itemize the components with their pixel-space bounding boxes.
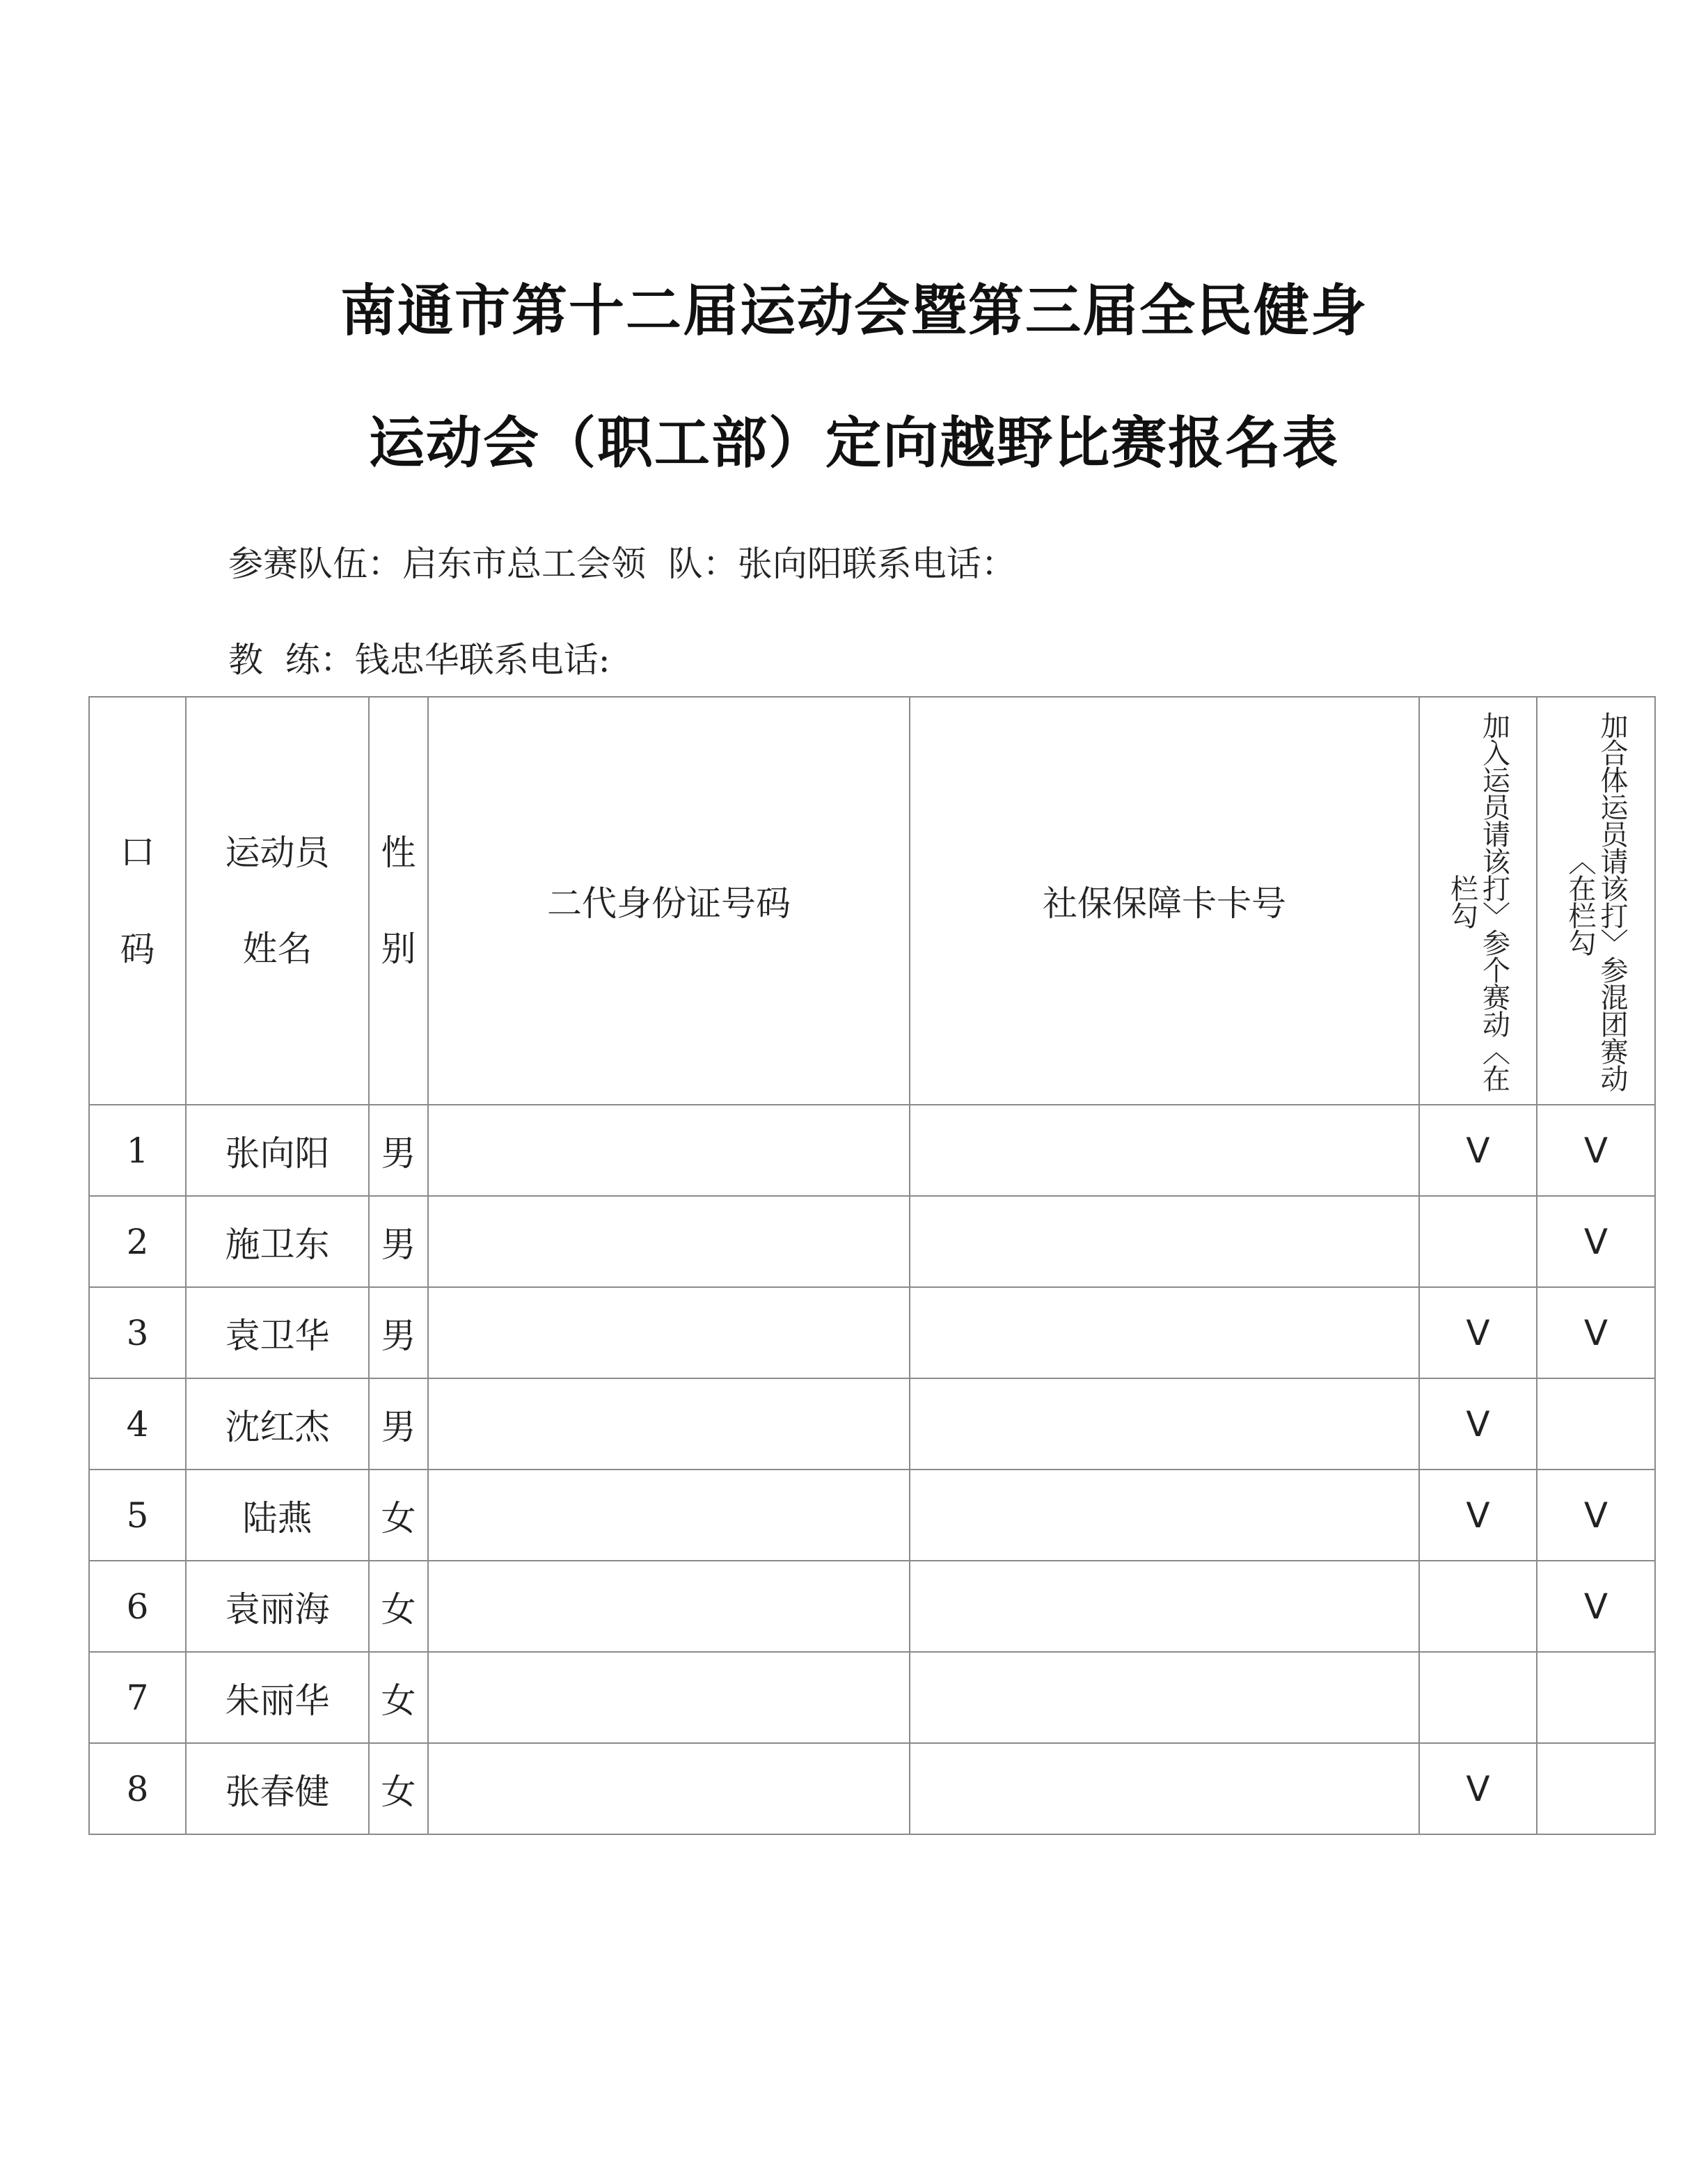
row-name: 朱丽华 — [186, 1652, 369, 1743]
row-social-card[interactable] — [910, 1378, 1419, 1470]
row-number: 1 — [89, 1105, 186, 1196]
table-row — [89, 1470, 1655, 1561]
row-number: 4 — [89, 1378, 186, 1470]
row-mixed-check[interactable] — [1537, 1652, 1655, 1743]
row-id-card[interactable] — [428, 1561, 910, 1652]
leader-phone-label: 联系电话： — [841, 544, 1016, 584]
row-mixed-check[interactable]: V — [1537, 1470, 1655, 1561]
row-number: 6 — [89, 1561, 186, 1652]
row-individual-check[interactable] — [1419, 1196, 1537, 1287]
header-name-line1: 运动员 — [225, 833, 330, 873]
team-label: 参赛队伍： — [228, 544, 402, 584]
row-number: 5 — [89, 1470, 186, 1561]
row-id-card[interactable] — [428, 1196, 910, 1287]
row-gender: 女 — [369, 1561, 428, 1652]
row-number: 8 — [89, 1743, 186, 1834]
row-id-card[interactable] — [428, 1470, 910, 1561]
row-gender: 男 — [369, 1378, 428, 1470]
row-social-card[interactable] — [910, 1470, 1419, 1561]
row-name: 袁卫华 — [186, 1287, 369, 1378]
row-individual-check[interactable]: V — [1419, 1378, 1537, 1470]
coach-info-line — [228, 632, 610, 682]
leader-value: 张向阳 — [737, 544, 842, 584]
form-title-line1: 南通市第十二届运动会暨第三届全民健身 — [340, 278, 1368, 343]
row-gender: 男 — [369, 1287, 428, 1378]
row-gender: 女 — [369, 1652, 428, 1743]
row-social-card[interactable] — [910, 1287, 1419, 1378]
row-number: 7 — [89, 1652, 186, 1743]
table-row — [89, 1561, 1655, 1652]
row-id-card[interactable] — [428, 1652, 910, 1743]
header-mixed-team-text: 加合体运员请该打〉参混团赛动〈在栏勾 — [1564, 711, 1628, 1092]
row-individual-check[interactable]: V — [1419, 1105, 1537, 1196]
row-id-card[interactable] — [428, 1378, 910, 1470]
header-number-line1: 口 — [120, 832, 155, 872]
row-mixed-check[interactable] — [1537, 1378, 1655, 1470]
header-number — [89, 697, 186, 1105]
row-name: 施卫东 — [186, 1196, 369, 1287]
team-value: 启东市总工会 — [402, 544, 611, 584]
table-row — [89, 1196, 1655, 1287]
coach-value: 钱忠华 — [354, 640, 459, 680]
row-id-card[interactable] — [428, 1105, 910, 1196]
row-gender: 女 — [369, 1470, 428, 1561]
row-id-card[interactable] — [428, 1743, 910, 1834]
row-individual-check[interactable]: V — [1419, 1287, 1537, 1378]
row-name: 张春健 — [186, 1743, 369, 1834]
row-mixed-check[interactable]: V — [1537, 1287, 1655, 1378]
row-mixed-check[interactable]: V — [1537, 1196, 1655, 1287]
table-header-row — [89, 697, 1655, 1105]
header-name-line2: 姓名 — [242, 929, 313, 969]
table-row — [89, 1105, 1655, 1196]
row-number: 2 — [89, 1196, 186, 1287]
header-gender-line1: 性 — [381, 833, 416, 873]
coach-phone-label: 联系电话: — [459, 640, 610, 680]
header-gender-line2: 别 — [381, 929, 416, 969]
row-gender: 男 — [369, 1105, 428, 1196]
table-row — [89, 1287, 1655, 1378]
row-name: 张向阳 — [186, 1105, 369, 1196]
header-id-card: 二代身份证号码 — [428, 697, 910, 1105]
header-athlete-name — [186, 697, 369, 1105]
header-gender — [369, 697, 428, 1105]
row-mixed-check[interactable] — [1537, 1743, 1655, 1834]
row-name: 沈红杰 — [186, 1378, 369, 1470]
row-number: 3 — [89, 1287, 186, 1378]
coach-label: 教 练： — [228, 640, 355, 680]
row-individual-check[interactable] — [1419, 1561, 1537, 1652]
row-id-card[interactable] — [428, 1287, 910, 1378]
table-row — [89, 1652, 1655, 1743]
row-individual-check[interactable]: V — [1419, 1470, 1537, 1561]
row-social-card[interactable] — [910, 1743, 1419, 1834]
row-social-card[interactable] — [910, 1652, 1419, 1743]
row-social-card[interactable] — [910, 1561, 1419, 1652]
header-number-line2: 码 — [120, 929, 155, 970]
row-name: 陆燕 — [186, 1470, 369, 1561]
form-title-line2: 运动会（职工部）定向越野比赛报名表 — [369, 411, 1339, 475]
header-social-card: 社保保障卡卡号 — [910, 697, 1419, 1105]
table-row — [89, 1743, 1655, 1834]
row-individual-check[interactable]: V — [1419, 1743, 1537, 1834]
row-mixed-check[interactable]: V — [1537, 1105, 1655, 1196]
row-individual-check[interactable] — [1419, 1652, 1537, 1743]
row-social-card[interactable] — [910, 1105, 1419, 1196]
row-gender: 女 — [369, 1743, 428, 1834]
leader-label: 领 队： — [611, 544, 738, 584]
header-individual — [1419, 697, 1537, 1105]
team-info-line — [228, 536, 1016, 586]
row-name: 袁丽海 — [186, 1561, 369, 1652]
header-mixed-team — [1537, 697, 1655, 1105]
registration-table — [88, 696, 1656, 1835]
row-gender: 男 — [369, 1196, 428, 1287]
header-individual-text: 加入运员请该打〉参个赛动〈在栏勾 — [1446, 711, 1510, 1092]
row-mixed-check[interactable]: V — [1537, 1561, 1655, 1652]
table-row — [89, 1378, 1655, 1470]
row-social-card[interactable] — [910, 1196, 1419, 1287]
